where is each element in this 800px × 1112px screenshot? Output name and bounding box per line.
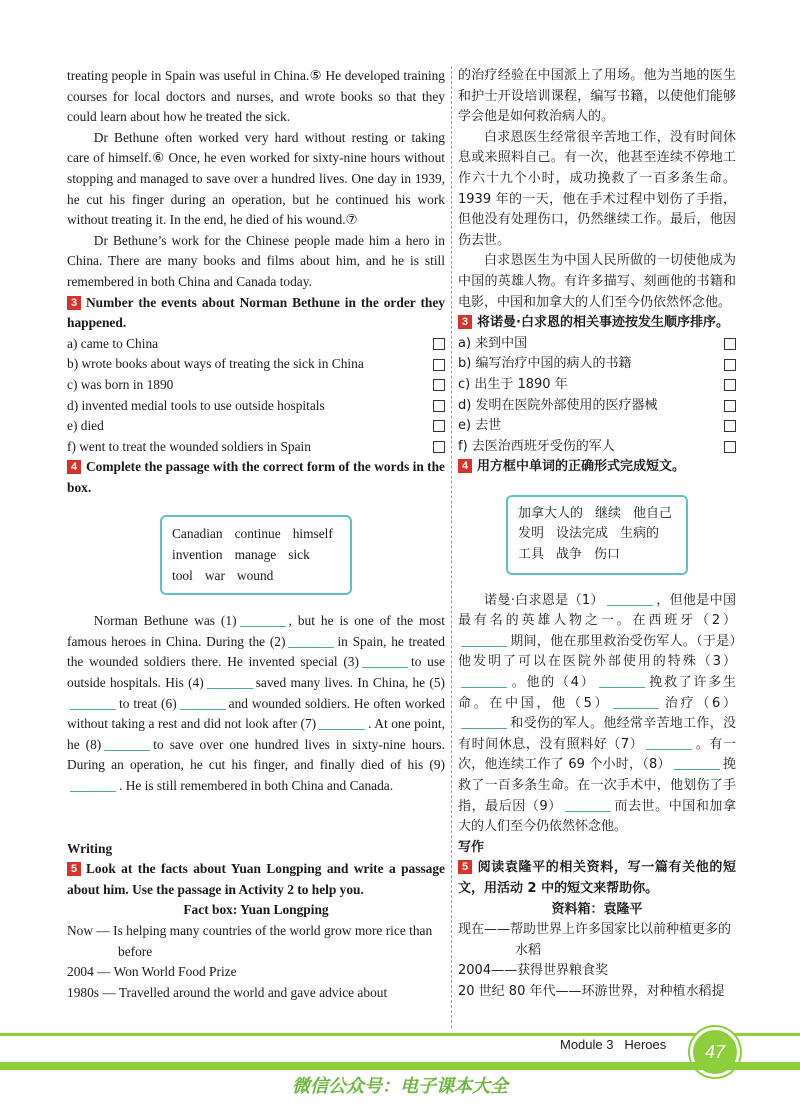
blank-6[interactable]: [461, 714, 507, 729]
event-item: f) 去医治西班牙受伤的军人: [458, 437, 736, 458]
word-box: Canadian continue himself invention manage sick tool war wound: [160, 515, 352, 595]
activity-number-badge: 4: [458, 459, 472, 473]
fact-item: 20 世纪 80 年代——环游世界，对种植水稻提: [458, 983, 725, 999]
blank-1[interactable]: [607, 591, 653, 606]
blank-3[interactable]: [362, 653, 408, 668]
event-item: e) 去世: [458, 416, 736, 437]
blank-8[interactable]: [104, 736, 150, 751]
event-item: e) died: [67, 416, 445, 437]
blank-8[interactable]: [674, 755, 720, 770]
watermark-text: 微信公众号：电子课本大全: [292, 1076, 508, 1097]
writing-heading: Writing: [67, 840, 113, 856]
event-item: f) went to treat the wounded soldiers in Spain: [67, 437, 445, 458]
blank-9[interactable]: [70, 777, 116, 792]
blank-9[interactable]: [565, 797, 611, 812]
activity-5-heading: 5 Look at the facts about Yuan Longping and write a passage about him. Use the passage in Activity 2 to help you.: [67, 861, 445, 897]
blank-6[interactable]: [180, 695, 226, 710]
order-checkbox[interactable]: [433, 400, 445, 412]
activity-number-badge: 3: [458, 315, 472, 329]
fact-item: 1980s — Travelled around the world and gave advice about: [67, 984, 388, 1000]
blank-4[interactable]: [599, 673, 645, 688]
order-checkbox[interactable]: [433, 359, 445, 371]
event-item: a) 来到中国: [458, 334, 736, 355]
module-label: Module 3 Heroes: [560, 1037, 667, 1052]
order-checkbox[interactable]: [433, 441, 445, 453]
event-item: c) was born in 1890: [67, 375, 445, 396]
blank-5[interactable]: [613, 694, 659, 709]
blank-7[interactable]: [646, 735, 692, 750]
blank-2[interactable]: [288, 633, 334, 648]
fact-box-title: Fact box: Yuan Longping: [183, 902, 329, 918]
order-checkbox[interactable]: [433, 379, 445, 391]
activity-number-badge: 3: [67, 296, 81, 310]
activity-4-heading-cn: 4 用方框中单词的正确形式完成短文。: [458, 457, 736, 478]
fact-item: Now — Is helping many countries of the world grow more rice than before: [67, 922, 433, 959]
order-checkbox[interactable]: [724, 420, 736, 432]
event-item: b) 编写治疗中国的病人的书籍: [458, 354, 736, 375]
event-item: c) 出生于 1890 年: [458, 375, 736, 396]
event-item: a) came to China: [67, 334, 445, 355]
chinese-column: [458, 66, 736, 1003]
blank-5[interactable]: [70, 695, 116, 710]
activity-3-heading-cn: 3 将诺曼·白求恩的相关事迹按发生顺序排序。: [458, 313, 736, 334]
blank-4[interactable]: [207, 674, 253, 689]
word-box-cn: 加拿大人的 继续 他自己 发明 设法完成 生病的 工具 战争 伤口: [506, 495, 688, 575]
writing-heading-cn: 写作: [458, 839, 485, 855]
event-item: d) invented medial tools to use outside hospitals: [67, 396, 445, 417]
column-divider: [451, 66, 452, 1028]
fact-box-title-cn: 资料箱：袁隆平: [551, 901, 643, 917]
footer-band: [0, 1062, 800, 1070]
paragraph-1-cn: 的治疗经验在中国派上了用场。他为当地的医生和护士开设培训课程，编写书籍，以使他们能够学会他是如何救治病人的。: [458, 68, 736, 125]
activity-5-heading-cn: 5 阅读袁隆平的相关资料，写一篇有关他的短文，用活动 2 中的短文来帮助你。: [458, 860, 736, 896]
blank-7[interactable]: [319, 715, 365, 730]
blank-3[interactable]: [461, 673, 507, 688]
event-item: b) wrote books about ways of treating the sick in China: [67, 354, 445, 375]
activity-3-heading: 3 Number the events about Norman Bethune in the order they happened.: [67, 294, 445, 331]
order-checkbox[interactable]: [724, 400, 736, 412]
paragraph-2-cn: 白求恩医生经常很辛苦地工作，没有时间休息或来照料自己。有一次，他甚至连续不停地工作六十九个小时，成功挽救了一百多条生命。1939 年的一天，他在手术过程中划伤了手指，但他没有处理伤口，仍然继续工作。最后，他因伤去世。: [458, 129, 736, 248]
order-checkbox[interactable]: [724, 359, 736, 371]
order-checkbox[interactable]: [433, 420, 445, 432]
footer-rule: [0, 1033, 800, 1036]
paragraph-3: Dr Bethune’s work for the Chinese people made him a hero in China. There are many books and films about him, and he is still remembered in both China and Canada today.: [67, 232, 445, 289]
event-list-cn: [458, 334, 736, 458]
activity-number-badge: 5: [67, 862, 81, 876]
paragraph-1: treating people in Spain was useful in China.⑤ He developed training courses for local doctors and nurses, and wrote books so that they could learn about how he treated the sick.: [67, 68, 445, 125]
fact-item: 现在——帮助世界上许多国家比以前种植更多的水稻: [458, 922, 732, 958]
event-item: d) 发明在医院外部使用的医疗器械: [458, 396, 736, 417]
order-checkbox[interactable]: [724, 441, 736, 453]
blank-2[interactable]: [461, 632, 507, 647]
blank-1[interactable]: [240, 612, 286, 627]
paragraph-2: Dr Bethune often worked very hard without resting or taking care of himself.⑥ Once, he even worked for sixty-nine hours without stopping and managed to save over a hundred lives. One day in 1939, he cut his finger during an operation, but he continued his work without treating it. In the end, he died of his wound.⑦: [67, 129, 445, 228]
paragraph-3-cn: 白求恩医生为中国人民所做的一切使他成为中国的英雄人物。有许多描写、刻画他的书籍和电影，中国和加拿大的人们至今仍依然怀念他。: [458, 253, 736, 310]
cloze-passage-cn: 诺曼·白求恩是（1） ，但他是中国最有名的英雄人物之一。在西班牙（2）期间，他在那里救治受伤军人。（于是）他发明了可以在医院外部使用的特殊（3）。他的（4） 挽救了许多生命。在中国，他（5） 治疗（6）和受伤的军人。他经常辛苦地工作，没有时间休息，没有照料好（7） 。有一次，他连续工作了 69 个小时，（8） 挽救了一百多条生命。在一次手术中，他划伤了手指，最后因（9） 而去世。中国和加拿大的人们至今仍依然怀念他。: [458, 592, 736, 835]
english-column: [67, 66, 445, 1003]
order-checkbox[interactable]: [433, 338, 445, 350]
order-checkbox[interactable]: [724, 379, 736, 391]
activity-4-heading: 4 Complete the passage with the correct form of the words in the box.: [67, 459, 445, 495]
activity-number-badge: 4: [67, 460, 81, 474]
fact-item: 2004 — Won World Food Prize: [67, 964, 237, 980]
cloze-passage: Norman Bethune was (1) , but he is one of the most famous heroes in China. During the (2) in Spain, he treated the wounded soldiers there. He invented special (3) to use outside hospitals. His (4) saved many lives. In China, he (5)to treat (6) and wounded soldiers. He often worked without taking a rest and did not look after (7) . At one point, he (8) to save over one hundred lives in sixty-nine hours. During an operation, he cut his finger, and finally died of his (9). He is still remembered in both China and Canada.: [67, 613, 446, 793]
page-number: 47: [690, 1027, 740, 1077]
event-list: [67, 334, 445, 458]
activity-number-badge: 5: [458, 860, 472, 874]
order-checkbox[interactable]: [724, 338, 736, 350]
fact-item: 2004——获得世界粮食奖: [458, 963, 609, 979]
